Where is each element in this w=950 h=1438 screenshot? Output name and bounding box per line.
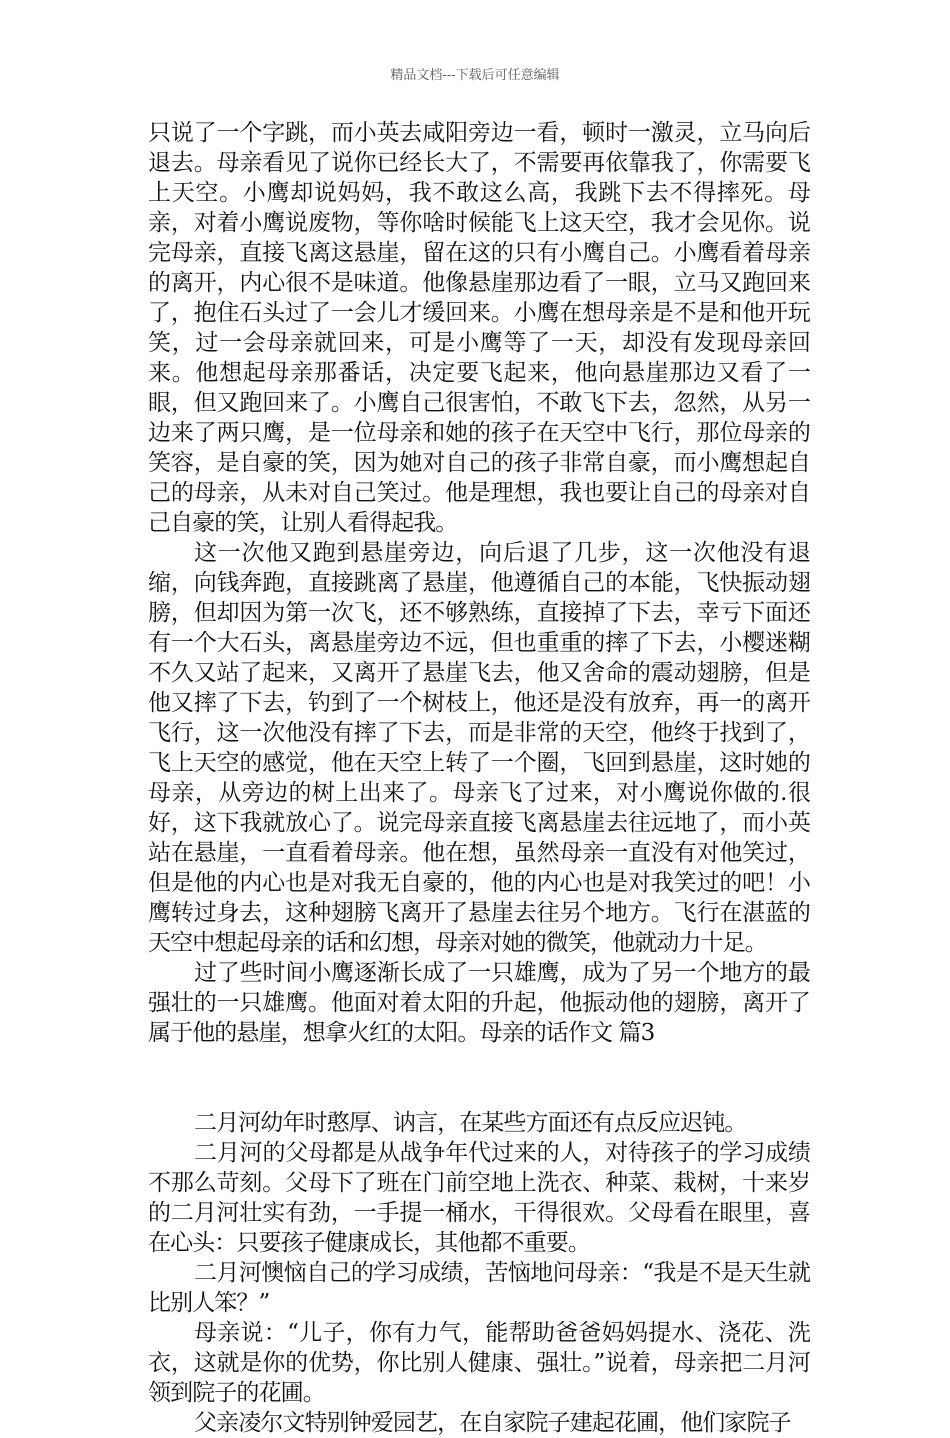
page-header: 精品文档---下载后可任意编辑: [390, 68, 560, 83]
paragraph: 只说了一个字跳，而小英去咸阳旁边一看，顿时一激灵，立马向后退去。母亲看见了说你已经长大了，不需要再依靠我了，你需要飞上天空。小鹰却说妈妈，我不敢这么高，我跳下去不得摔死。母亲，对着小鹰说废物，等你啥时候能飞上这天空，我才会见你。说完母亲，直接飞离这悬崖，留在这的只有小鹰自己。小鹰看着母亲的离开，内心很不是味道。他像悬崖那边看了一眼，立马又跑回来了，抱住石头过了一会儿才缓回来。小鹰在想母亲是不是和他开玩笑，过一会母亲就回来，可是小鹰等了一天，却没有发现母亲回来。他想起母亲那番话，决定要飞起来，他向悬崖那边又看了一眼，但又跑回来了。小鹰自己很害怕，不敢飞下去，忽然，从另一边来了两只鹰，是一位母亲和她的孩子在天空中飞行，那位母亲的笑容，是自豪的笑，因为她对自己的孩子非常自豪，而小鹰想起自己的母亲，从未对自己笑过。他是理想，我也要让自己的母亲对自己自豪的笑，让别人看得起我。: [148, 120, 810, 536]
paragraph: 这一次他又跑到悬崖旁边，向后退了几步，这一次他没有退缩，向钱奔跑，直接跳离了悬崖，他遵循自己的本能，飞快振动翅膀，但却因为第一次飞，还不够熟练，直接掉了下去，幸亏下面还有一个大石头，离悬崖旁边不远，但也重重的摔了下去，小樱迷糊不久又站了起来，又离开了悬崖飞去，他又舍命的震动翅膀，但是他又摔了下去，钓到了一个树枝上，他还是没有放弃，再一的离开飞行，这一次他没有摔了下去，而是非常的天空，他终于找到了，飞上天空的感觉，他在天空上转了一个圈，飞回到悬崖，这时她的母亲，从旁边的树上出来了。母亲飞了过来，对小鹰说你做的.很好，这下我就放心了。说完母亲直接飞离悬崖去往远地了，而小英站在悬崖，一直看着母亲。他在想，虽然母亲一直没有对他笑过，但是他的内心也是对我无自豪的，他的内心也是对我笑过的吧！小鹰转过身去，这种翅膀飞离开了悬崖去往另个地方。飞行在湛蓝的天空中想起母亲的话和幻想，母亲对她的微笑，他就动力十足。: [148, 540, 810, 956]
paragraph: 二月河的父母都是从战争年代过来的人，对待孩子的学习成绩不那么苛刻。父母下了班在门前空地上洗衣、种菜、栽树，十来岁的二月河壮实有劲，一手提一桶水，干得很欢。父母看在眼里，喜在心头：只要孩子健康成长，其他都不重要。: [148, 1140, 810, 1256]
section-gap: [148, 1048, 810, 1108]
paragraph: 过了些时间小鹰逐渐长成了一只雄鹰，成为了另一个地方的最强壮的一只雄鹰。他面对着太阳的升起，他振动他的翅膀，离开了属于他的悬崖，想拿火红的太阳。母亲的话作文 篇3: [148, 960, 810, 1046]
document-body: [148, 118, 810, 1438]
paragraph: 母亲说：“儿子，你有力气，能帮助爸爸妈妈提水、浇花、洗衣，这就是你的优势，你比别人健康、强壮。”说着，母亲把二月河领到院子的花圃。: [148, 1320, 810, 1406]
paragraph: 二月河懊恼自己的学习成绩，苦恼地问母亲：“我是不是天生就比别人笨？”: [148, 1260, 810, 1316]
paragraph: 二月河幼年时憨厚、讷言，在某些方面还有点反应迟钝。: [194, 1110, 747, 1136]
paragraph: 父亲凌尔文特别钟爱园艺，在自家院子建起花圃，他们家院子: [194, 1410, 791, 1436]
